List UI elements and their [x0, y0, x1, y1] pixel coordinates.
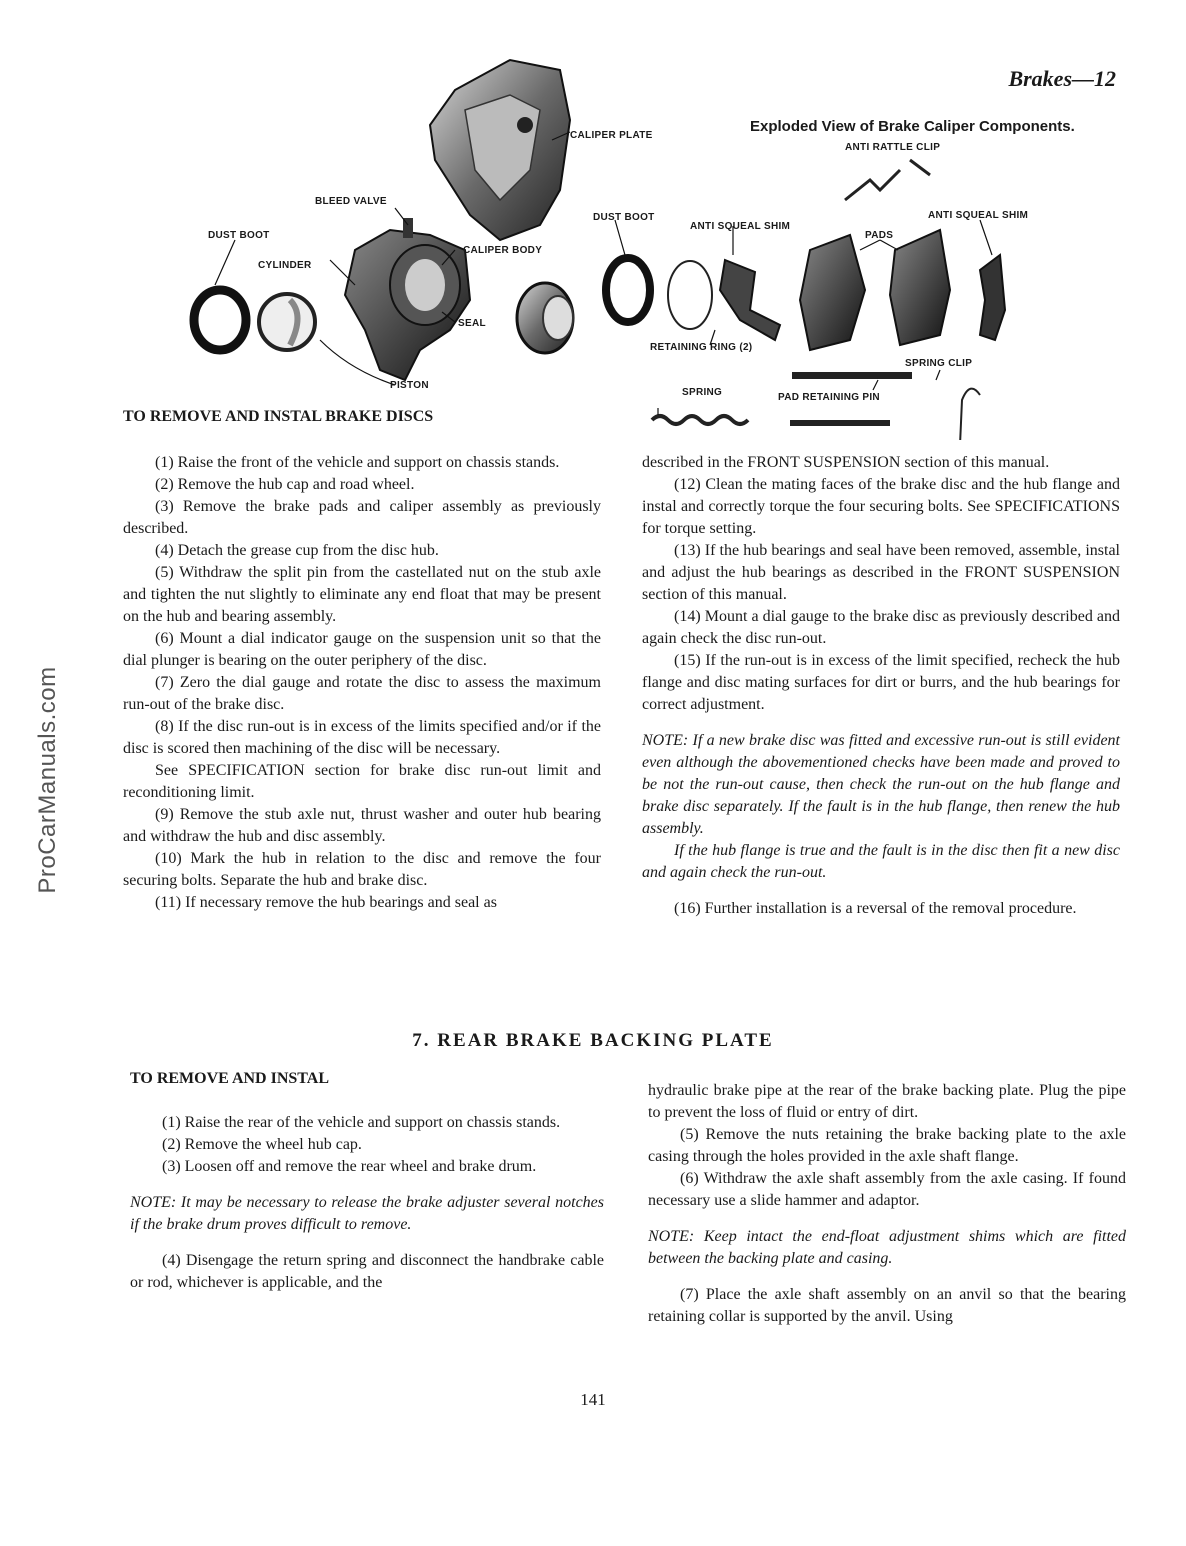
section2-title: 7. REAR BRAKE BACKING PLATE	[412, 1030, 774, 1051]
rear-step-4: (4) Disengage the return spring and disconnect the handbrake cable or rod, whichever is applicable, and the	[130, 1252, 604, 1291]
label-retaining-ring: RETAINING RING (2)	[650, 342, 753, 353]
label-seal: SEAL	[458, 318, 486, 329]
label-spring-clip: SPRING CLIP	[905, 358, 973, 369]
anti-rattle-clip-shape	[845, 160, 930, 200]
label-anti-squeal-shim-left: ANTI SQUEAL SHIM	[690, 221, 791, 232]
caliper-components-illustration	[180, 50, 1140, 440]
pad-retaining-pin-upper	[792, 372, 912, 379]
note-runout: NOTE: If a new brake disc was fitted and excessive run-out is still evident even although the abovementioned checks have been made and proved to be not the run-out cause, then check the run-out on the hub flange and brake disc separately. If the fault is in the hub flange, then renew the hub assembly.	[642, 732, 1120, 837]
exploded-view-figure	[180, 50, 1140, 440]
pad-left-shape	[800, 235, 865, 350]
spring-shape	[652, 416, 748, 424]
page-number: 141	[580, 1390, 606, 1409]
step-10: (10) Mark the hub in relation to the disc and remove the four securing bolts. Separate the hub and brake disc.	[123, 850, 601, 889]
label-spring: SPRING	[682, 387, 723, 398]
label-dust-boot-left: DUST BOOT	[208, 230, 270, 241]
spring-clip-shape	[960, 389, 980, 440]
step-8: (8) If the disc run-out is in excess of the limits specified and/or if the disc is scored then machining of the disc will be necessary.	[123, 718, 601, 757]
retaining-ring-shape	[668, 261, 712, 329]
rear-step-6: (6) Withdraw the axle shaft assembly from the axle casing. If found necessary use a slide hammer and adaptor.	[648, 1170, 1126, 1209]
step-14: (14) Mount a dial gauge to the brake disc as previously described and again check the disc run-out.	[642, 608, 1120, 647]
label-pads: PADS	[865, 230, 894, 241]
pad-right-shape	[890, 230, 950, 345]
rear-step-7: (7) Place the axle shaft assembly on an anvil so that the bearing retaining collar is supported by the anvil. Using	[648, 1286, 1126, 1325]
section1-right-column	[642, 452, 1120, 920]
section2-right-column	[648, 1080, 1126, 1328]
step-7: (7) Zero the dial gauge and rotate the disc to assess the maximum run-out of the brake disc.	[123, 674, 601, 713]
running-head: Brakes—12	[1008, 66, 1116, 91]
step-11: (11) If necessary remove the hub bearings and seal as	[155, 894, 497, 911]
label-piston: PISTON	[390, 380, 429, 391]
step-12: (12) Clean the mating faces of the brake disc and the hub flange and instal and correctly torque the four securing bolts. See SPECIFICATIONS for torque setting.	[642, 476, 1120, 537]
label-pad-retaining-pin: PAD RETAINING PIN	[778, 392, 880, 403]
anti-squeal-shim-left-shape	[720, 260, 780, 340]
label-anti-squeal-shim-right: ANTI SQUEAL SHIM	[928, 210, 1029, 221]
step-5: (5) Withdraw the split pin from the castellated nut on the stub axle and tighten the nut slightly to eliminate any end float that may be present on the hub and bearing assembly.	[123, 564, 601, 625]
anti-squeal-shim-right-shape	[980, 255, 1005, 340]
dust-boot-right-shape	[606, 258, 650, 322]
dust-boot-left-shape	[194, 290, 246, 350]
step-4: (4) Detach the grease cup from the disc hub.	[155, 542, 439, 559]
section1-left-column	[123, 452, 601, 914]
step-2: (2) Remove the hub cap and road wheel.	[155, 476, 415, 493]
rear-step-3: (3) Loosen off and remove the rear wheel and brake drum.	[162, 1158, 537, 1175]
label-caliper-plate: CALIPER PLATE	[570, 130, 653, 141]
label-anti-rattle-clip: ANTI RATTLE CLIP	[845, 142, 941, 153]
rear-step-4-cont: hydraulic brake pipe at the rear of the brake backing plate. Plug the pipe to prevent the loss of fluid or entry of dirt.	[648, 1082, 1126, 1121]
watermark-text: ProCarManuals.com	[34, 666, 61, 894]
note-hub-flange: If the hub flange is true and the fault is in the disc then fit a new disc and again check the run-out.	[642, 842, 1120, 881]
label-bleed-valve: BLEED VALVE	[315, 196, 387, 207]
rear-note-shims: NOTE: Keep intact the end-float adjustment shims which are fitted between the backing plate and casing.	[648, 1228, 1126, 1267]
step-11-cont: described in the FRONT SUSPENSION section of this manual.	[642, 454, 1050, 471]
piston-shape	[259, 294, 315, 350]
section1-heading: TO REMOVE AND INSTAL BRAKE DISCS	[123, 408, 434, 425]
step-6: (6) Mount a dial indicator gauge on the suspension unit so that the dial plunger is bearing on the outer periphery of the disc.	[123, 630, 601, 669]
step-9: (9) Remove the stub axle nut, thrust washer and outer hub bearing and withdraw the hub and disc assembly.	[123, 806, 601, 845]
rear-step-2: (2) Remove the wheel hub cap.	[162, 1136, 362, 1153]
rear-step-5: (5) Remove the nuts retaining the brake backing plate to the axle casing through the holes provided in the axle shaft flange.	[648, 1126, 1126, 1165]
pad-retaining-pin-lower	[790, 420, 890, 426]
section2-left-column	[130, 1112, 604, 1294]
label-caliper-body: CALIPER BODY	[463, 245, 543, 256]
label-dust-boot-right: DUST BOOT	[593, 212, 655, 223]
rear-step-1: (1) Raise the rear of the vehicle and support on chassis stands.	[162, 1114, 561, 1131]
step-15: (15) If the run-out is in excess of the limit specified, recheck the hub flange and disc mating surfaces for dirt or burrs, and the hub bearings for correct adjustment.	[642, 652, 1120, 713]
rear-note-adjuster: NOTE: It may be necessary to release the brake adjuster several notches if the brake drum proves difficult to remove.	[130, 1194, 604, 1233]
label-cylinder: CYLINDER	[258, 260, 312, 271]
step-13: (13) If the hub bearings and seal have been removed, assemble, instal and adjust the hub bearings as described in the FRONT SUSPENSION section of this manual.	[642, 542, 1120, 603]
watermark	[28, 640, 68, 920]
step-16: (16) Further installation is a reversal of the removal procedure.	[674, 900, 1077, 917]
step-8-spec: See SPECIFICATION section for brake disc run-out limit and reconditioning limit.	[123, 762, 601, 801]
step-1: (1) Raise the front of the vehicle and support on chassis stands.	[155, 454, 560, 471]
figure-title: Exploded View of Brake Caliper Components.	[750, 118, 1075, 135]
section2-heading: TO REMOVE AND INSTAL	[130, 1070, 329, 1087]
step-3: (3) Remove the brake pads and caliper assembly as previously described.	[123, 498, 601, 537]
